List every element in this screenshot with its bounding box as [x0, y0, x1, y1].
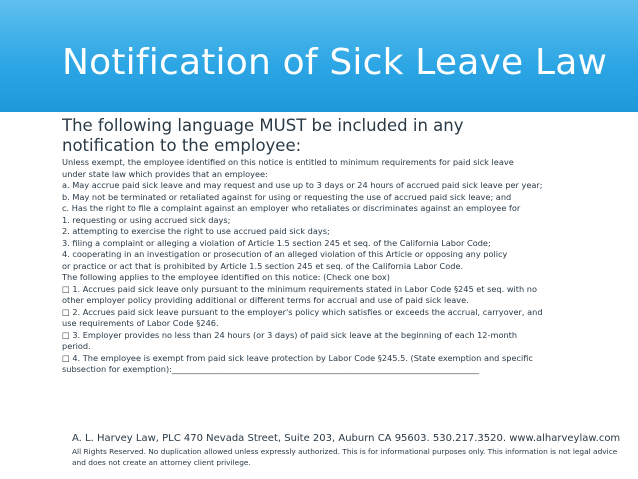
body-line: or practice or act that is prohibited by Article 1.5 section 245 et seq. of the California Labor Code. [62, 260, 464, 271]
body-line: b. May not be terminated or retaliated against for using or requesting the use of accrued paid sick leave; and [62, 191, 512, 202]
slide-title: Notification of Sick Leave Law [62, 42, 608, 83]
body-line: Unless exempt, the employee identified on this notice is entitled to minimum requirements for paid sick leave [62, 157, 514, 167]
body-line: c. Has the right to file a complaint against an employer who retaliates or discriminates against an employee for [62, 203, 521, 213]
checkbox-option-1: □ 1. Accrues paid sick leave only pursuant to the minimum requirements stated in Labor Code §245 et seq. with no [62, 283, 537, 294]
heading-line-2: notification to the employee: [62, 136, 302, 155]
body-line: 4. cooperating in an investigation or prosecution of an alleged violation of this Article or opposing any policy [62, 249, 508, 259]
checkbox-option-3: □ 3. Employer provides no less than 24 hours (or 3 days) of paid sick leave at the beginning of each 12-month [62, 329, 518, 340]
slide-body [62, 116, 582, 376]
footer [0, 429, 638, 479]
footer-contact: A. L. Harvey Law, PLC 470 Nevada Street, Suite 203, Auburn CA 95603. 530.217.3520. www.alharveylaw.com [72, 433, 621, 444]
body-line: 3. filing a complaint or alleging a violation of Article 1.5 section 245 et seq. of the California Labor Code; [62, 237, 491, 248]
body-heading [62, 116, 582, 156]
body-line: a. May accrue paid sick leave and may request and use up to 3 days or 24 hours of accrued paid sick leave per year; [62, 180, 543, 190]
body-line: 2. attempting to exercise the right to use accrued paid sick days; [62, 226, 330, 236]
body-line: 1. requesting or using accrued sick days; [62, 214, 231, 225]
heading-line-1: The following language MUST be included in any [62, 116, 464, 135]
body-line: The following applies to the employee identified on this notice: (Check one box) [62, 272, 390, 282]
checkbox-option-2: □ 2. Accrues paid sick leave pursuant to the employer's policy which satisfies or exceeds the accrual, carryover, and [62, 306, 543, 317]
body-line: subsection for exemption):___________________________________________________________________________ [62, 364, 479, 374]
checkbox-option-4: □ 4. The employee is exempt from paid sick leave protection by Labor Code §245.5. (State exemption and specific [62, 352, 533, 363]
body-line: under state law which provides that an employee: [62, 168, 268, 179]
body-line: period. [62, 341, 91, 351]
body-line: use requirements of Labor Code §246. [62, 318, 219, 328]
footer-disclaimer: All Rights Reserved. No duplication allowed unless expressly authorized. This is for informational purposes only. This information is not legal advice and does not create an attorney client privilege. [72, 447, 618, 467]
body-line: other employer policy providing additional or different terms for accrual and use of paid sick leave. [62, 295, 469, 305]
